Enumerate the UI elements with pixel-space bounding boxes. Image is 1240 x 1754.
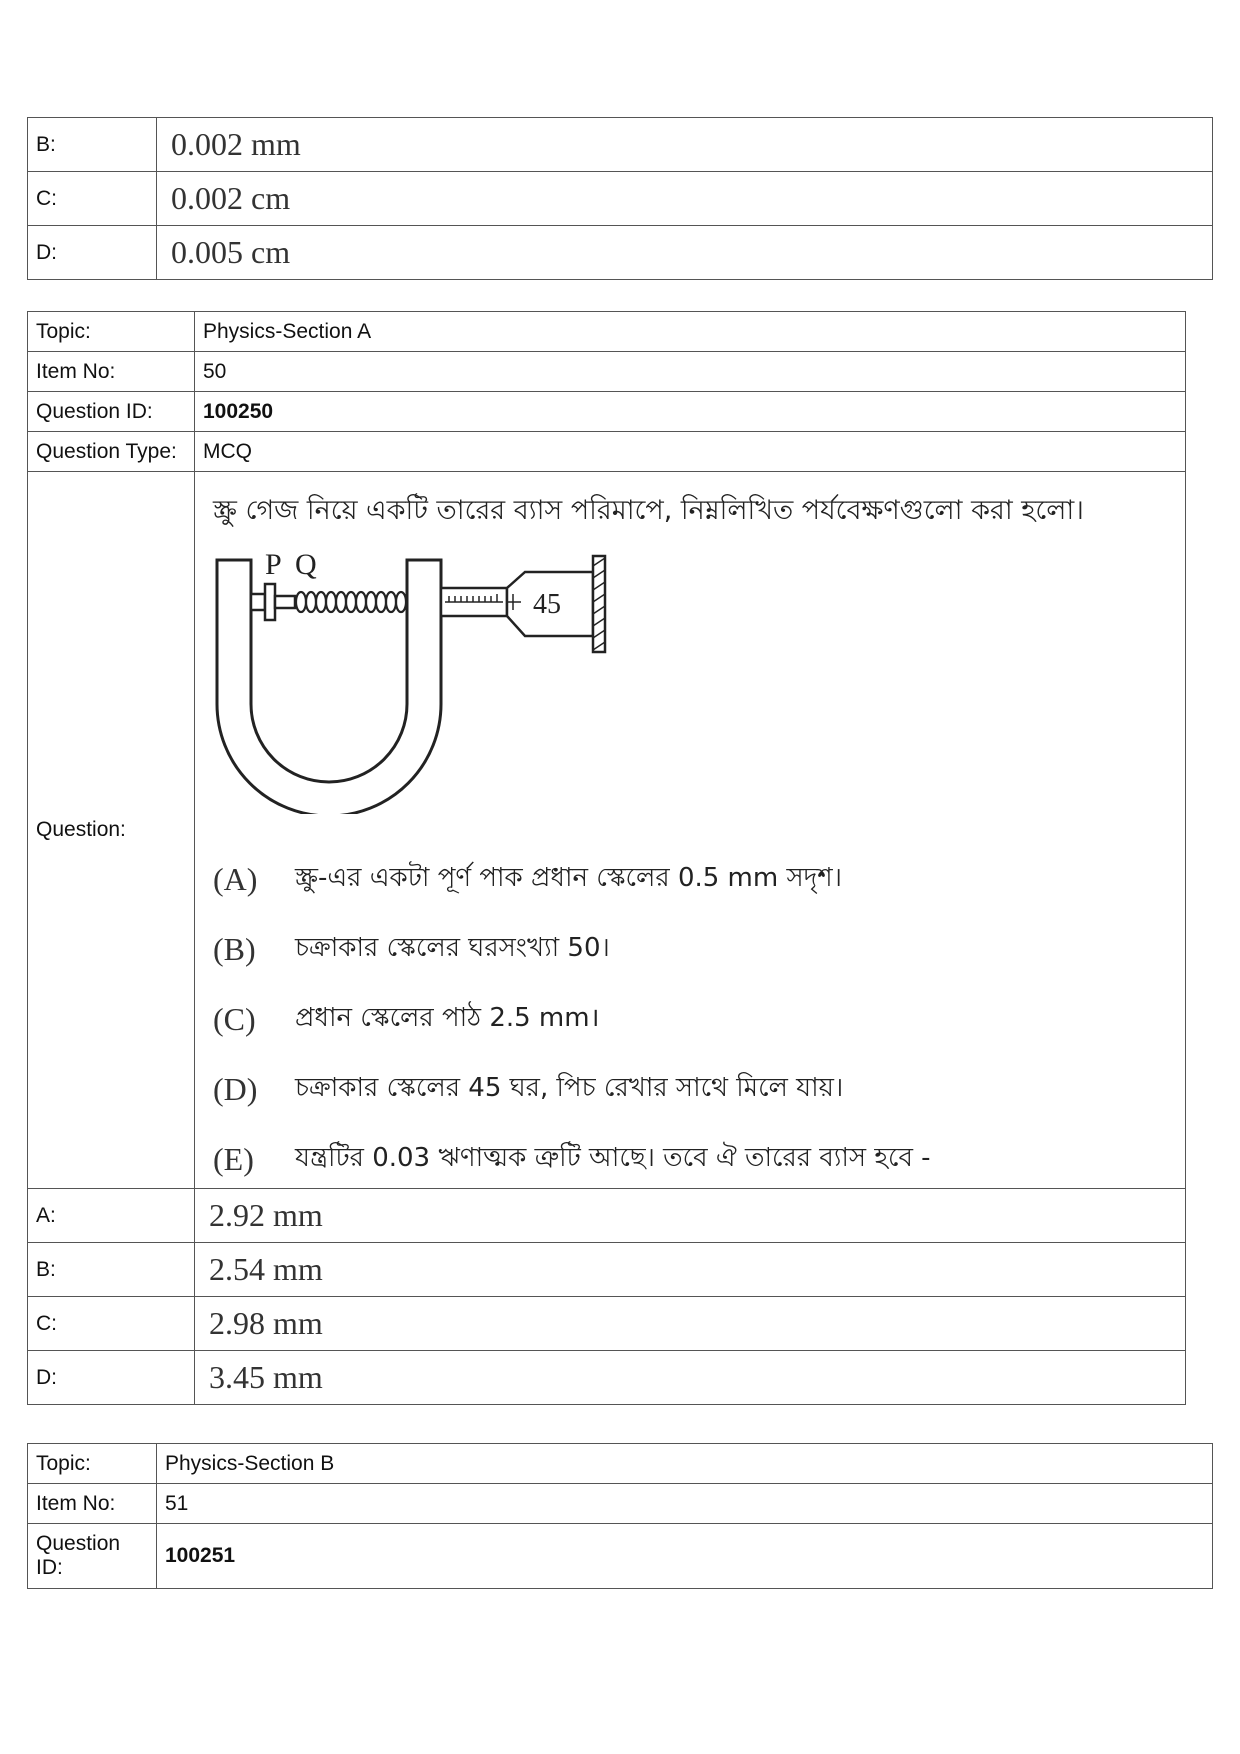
answer-row-d [28, 1351, 1186, 1405]
question-label: Question: [28, 472, 195, 1189]
statement-text: চক্রাকার স্কেলের 45 ঘর, পিচ রেখার সাথে মিলে যায়। [295, 1073, 844, 1103]
answer-row-a [28, 1189, 1186, 1243]
question-type-label: Question Type: [28, 432, 195, 472]
statement-text: চক্রাকার স্কেলের ঘরসংখ্যা 50। [295, 933, 610, 963]
question-content [195, 472, 1186, 1189]
question-id-value: 100250 [195, 392, 1186, 432]
thimble-reading: 45 [533, 589, 561, 620]
screw-gauge-diagram [215, 554, 615, 814]
topic-value: Physics-Section B [157, 1444, 1213, 1484]
question-51-table [27, 1443, 1213, 1589]
answer-label: C: [28, 1297, 195, 1351]
question-type-value: MCQ [195, 432, 1186, 472]
spindle-q [275, 596, 295, 608]
topic-row [28, 1444, 1213, 1484]
answer-row-c [28, 1297, 1186, 1351]
statement-text: যন্ত্রটির 0.03 ঋণাত্মক ত্রুটি আছে। তবে ঐ তারের ব্যাস হবে - [295, 1143, 931, 1173]
answer-label: A: [28, 1189, 195, 1243]
statement-letter: (E) [213, 1140, 254, 1177]
label-q: Q [295, 554, 317, 581]
question-id-label: Question ID: [28, 1524, 157, 1589]
anvil-p-plate [265, 584, 275, 620]
question-id-row [28, 392, 1186, 432]
statement-e [213, 1124, 931, 1194]
item-no-row [28, 1484, 1213, 1524]
question-id-label: Question ID: [28, 392, 195, 432]
answer-value: 0.002 mm [157, 118, 1213, 172]
question-id-value: 100251 [157, 1524, 1213, 1589]
statement-letter: (D) [213, 1070, 258, 1107]
answer-value: 2.98 mm [195, 1297, 1186, 1351]
answer-label: D: [28, 226, 157, 280]
answer-row-b [28, 118, 1213, 172]
item-no-value: 51 [157, 1484, 1213, 1524]
topic-label: Topic: [28, 312, 195, 352]
label-p: P [265, 554, 282, 581]
item-no-label: Item No: [28, 352, 195, 392]
prev-question-answers-table [27, 117, 1213, 280]
question-type-row [28, 432, 1186, 472]
answer-label: B: [28, 118, 157, 172]
item-no-value: 50 [195, 352, 1186, 392]
item-no-label: Item No: [28, 1484, 157, 1524]
answer-row-d [28, 226, 1213, 280]
wire-coil [296, 592, 406, 612]
question-id-row [28, 1524, 1213, 1589]
answer-value: 0.002 cm [157, 172, 1213, 226]
statement-d [213, 1054, 931, 1124]
answer-label: B: [28, 1243, 195, 1297]
answer-value: 2.92 mm [195, 1189, 1186, 1243]
question-50-table [27, 311, 1186, 1405]
answer-value: 0.005 cm [157, 226, 1213, 280]
topic-value: Physics-Section A [195, 312, 1186, 352]
statement-b [213, 914, 931, 984]
statement-a [213, 844, 931, 914]
statement-list [213, 844, 931, 1194]
topic-label: Topic: [28, 1444, 157, 1484]
statement-letter: (B) [213, 930, 256, 967]
answer-row-b [28, 1243, 1186, 1297]
statement-text: স্ক্রু-এর একটা পূর্ণ পাক প্রধান স্কেলের 0.5 mm সদৃশ। [295, 863, 842, 893]
statement-c [213, 984, 931, 1054]
answer-row-c [28, 172, 1213, 226]
statement-letter: (A) [213, 860, 258, 897]
answer-label: C: [28, 172, 157, 226]
statement-letter: (C) [213, 1000, 256, 1037]
answer-value: 3.45 mm [195, 1351, 1186, 1405]
statement-text: প্রধান স্কেলের পাঠ 2.5 mm। [295, 1003, 600, 1033]
topic-row [28, 312, 1186, 352]
answer-value: 2.54 mm [195, 1243, 1186, 1297]
question-row [28, 472, 1186, 1189]
question-text: স্ক্রু গেজ নিয়ে একটি তারের ব্যাস পরিমাপে, নিম্নলিখিত পর্যবেক্ষণগুলো করা হলো। [213, 495, 1084, 526]
answer-label: D: [28, 1351, 195, 1405]
anvil-p [251, 594, 265, 610]
item-no-row [28, 352, 1186, 392]
